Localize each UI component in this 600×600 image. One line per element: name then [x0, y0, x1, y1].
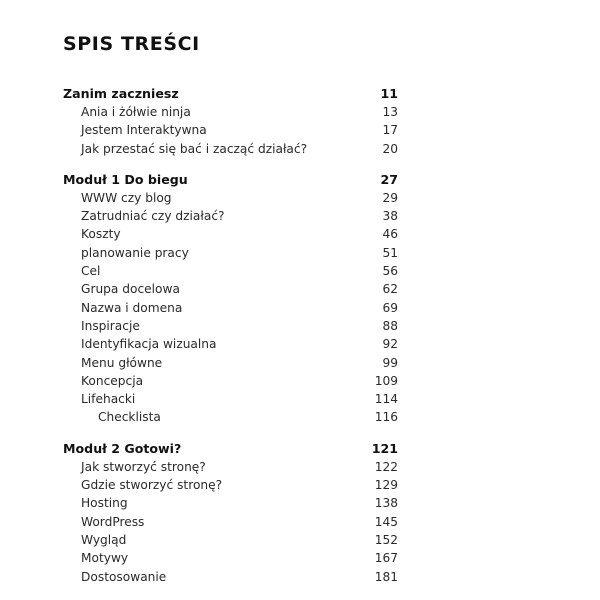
toc-entry-label: Koszty	[81, 227, 121, 242]
toc-entry-label: planowanie pracy	[81, 245, 189, 260]
toc-entry-label: WordPress	[81, 514, 145, 529]
toc-entry-page-number: 46	[382, 227, 398, 242]
toc-entry	[63, 568, 398, 586]
toc-entry-label: WWW czy blog	[81, 190, 172, 205]
toc-section-heading	[63, 170, 398, 189]
toc-entry-page-number: 114	[374, 392, 398, 407]
toc-entry-label: Motywy	[81, 551, 129, 566]
toc-entry-page-number: 109	[374, 373, 398, 388]
toc-entry-page-number: 129	[374, 478, 398, 493]
toc-entry	[63, 103, 398, 121]
toc-entry	[63, 494, 398, 512]
toc-entry-label: Hosting	[81, 496, 128, 511]
toc-section	[63, 84, 398, 158]
toc-entry-page-number: 99	[382, 355, 398, 370]
toc-entry-label: Jestem Interaktywna	[81, 123, 207, 138]
toc-entry-page-number: 51	[382, 245, 398, 260]
toc-entry-label: Menu główne	[81, 355, 163, 370]
toc-entry	[63, 513, 398, 531]
toc-entry-page-number: 181	[374, 569, 398, 584]
toc-entry-page-number: 13	[382, 105, 398, 119]
toc-entry-label: Jak stworzyć stronę?	[81, 459, 206, 474]
toc-entry	[63, 372, 398, 390]
toc-entry	[63, 317, 398, 335]
toc-entry	[63, 458, 398, 476]
toc-entry-label: Identyfikacja wizualna	[81, 337, 217, 352]
toc-section	[63, 439, 398, 586]
toc-entry	[63, 531, 398, 549]
toc-section-title: Moduł 1 Do biegu	[63, 171, 188, 187]
toc-entry	[63, 207, 398, 225]
toc-entry	[63, 335, 398, 353]
toc-entry	[63, 476, 398, 494]
toc-entry-label: Lifehacki	[81, 392, 136, 407]
toc-entry-page-number: 122	[374, 459, 398, 474]
toc-entry	[63, 244, 398, 262]
toc-section	[63, 170, 398, 427]
toc-entry-page-number: 167	[374, 551, 398, 566]
toc-entry-label: Wygląd	[81, 532, 127, 547]
toc-subentry	[63, 408, 398, 426]
toc-entry	[63, 121, 398, 139]
toc-section-page-number: 27	[380, 171, 398, 187]
toc-entry	[63, 280, 398, 298]
toc-entry-page-number: 69	[382, 300, 398, 315]
toc-entry-label: Ania i żółwie ninja	[81, 105, 191, 119]
toc-entry-label: Inspiracje	[81, 318, 140, 333]
toc-entry-label: Grupa docelowa	[81, 282, 180, 297]
page-title: SPIS TREŚCI	[63, 33, 200, 55]
toc-section-title: Moduł 2 Gotowi?	[63, 440, 182, 456]
toc-entry-page-number: 20	[382, 141, 398, 156]
toc-entry-label: Nazwa i domena	[81, 300, 183, 315]
toc-entry-page-number: 56	[382, 264, 398, 279]
toc-entry	[63, 354, 398, 372]
toc-entry	[63, 299, 398, 317]
toc-entry-page-number: 88	[382, 318, 398, 333]
toc-entry-page-number: 38	[382, 209, 398, 224]
toc-entry-page-number: 152	[374, 532, 398, 547]
toc-entry-label: Jak przestać się bać i zacząć działać?	[81, 141, 308, 156]
toc-entry	[63, 262, 398, 280]
toc-section-page-number: 11	[380, 86, 398, 101]
toc-section-heading	[63, 439, 398, 458]
toc-entry-page-number: 138	[374, 496, 398, 511]
toc-entry	[63, 189, 398, 207]
toc-entry-page-number: 17	[382, 123, 398, 138]
toc-entry-label: Zatrudniać czy działać?	[81, 209, 225, 224]
toc-entry-page-number: 92	[382, 337, 398, 352]
toc-entry	[63, 390, 398, 408]
toc-entry-page-number: 29	[382, 190, 398, 205]
toc-entry	[63, 225, 398, 243]
toc-entry-label: Koncepcja	[81, 373, 144, 388]
toc-entry-label: Dostosowanie	[81, 569, 167, 584]
table-of-contents	[63, 84, 398, 598]
toc-entry-page-number: 145	[374, 514, 398, 529]
toc-entry-page-number: 116	[374, 410, 398, 425]
toc-section-heading	[63, 84, 398, 103]
toc-entry-label: Gdzie stworzyć stronę?	[81, 478, 223, 493]
toc-section-title: Zanim zaczniesz	[63, 86, 179, 101]
toc-section-page-number: 121	[371, 440, 398, 456]
toc-entry	[63, 549, 398, 567]
toc-entry-page-number: 62	[382, 282, 398, 297]
toc-entry	[63, 140, 398, 158]
toc-entry-label: Checklista	[98, 410, 161, 425]
toc-entry-label: Cel	[81, 264, 101, 279]
